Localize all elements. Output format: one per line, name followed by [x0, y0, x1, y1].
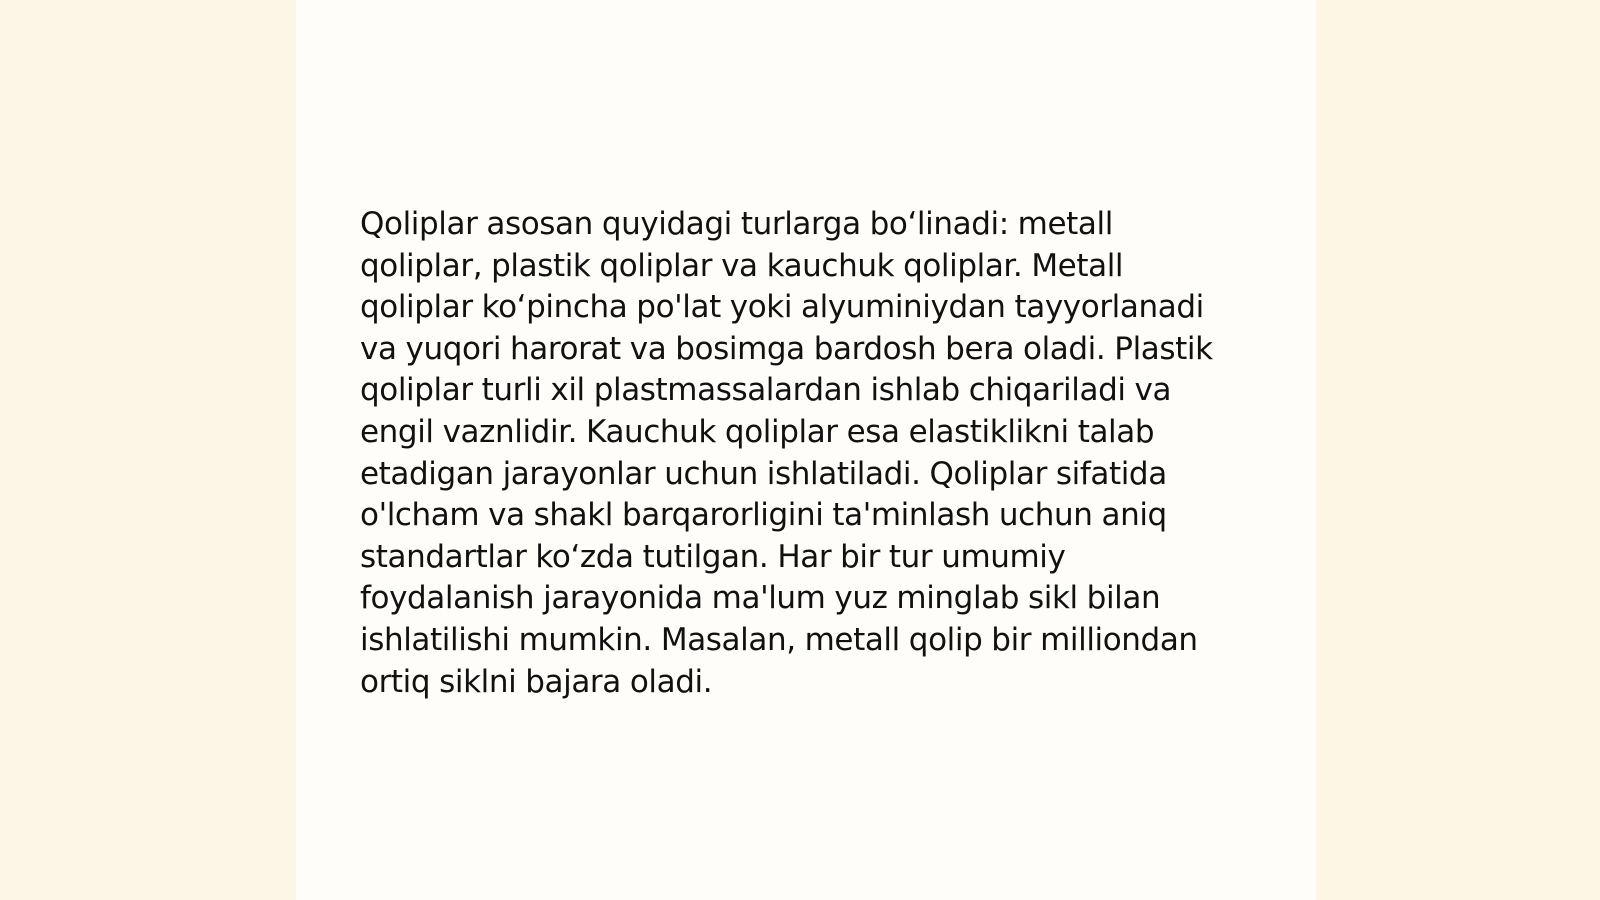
- right-margin: [1316, 0, 1600, 900]
- slide-page: [296, 0, 1316, 900]
- left-margin: [0, 0, 296, 900]
- body-paragraph: Qoliplar asosan quyidagi turlarga bo‘linadi: metall qoliplar, plastik qoliplar va kauchuk qoliplar. Metall qoliplar ko‘pincha po'lat yoki alyuminiydan tayyorlanadi va yuqori harorat va bosimga bardosh bera oladi. Plastik qoliplar turli xil plastmassalardan ishlab chiqariladi va engil vaznlidir. Kauchuk qoliplar esa elastiklikni talab etadigan jarayonlar uchun ishlatiladi. Qoliplar sifatida o'lcham va shakl barqarorligini ta'minlash uchun aniq standartlar ko‘zda tutilgan. Har bir tur umumiy foydalanish jarayonida ma'lum yuz minglab sikl bilan ishlatilishi mumkin. Masalan, metall qolip bir milliondan ortiq siklni bajara oladi.: [360, 206, 1213, 700]
